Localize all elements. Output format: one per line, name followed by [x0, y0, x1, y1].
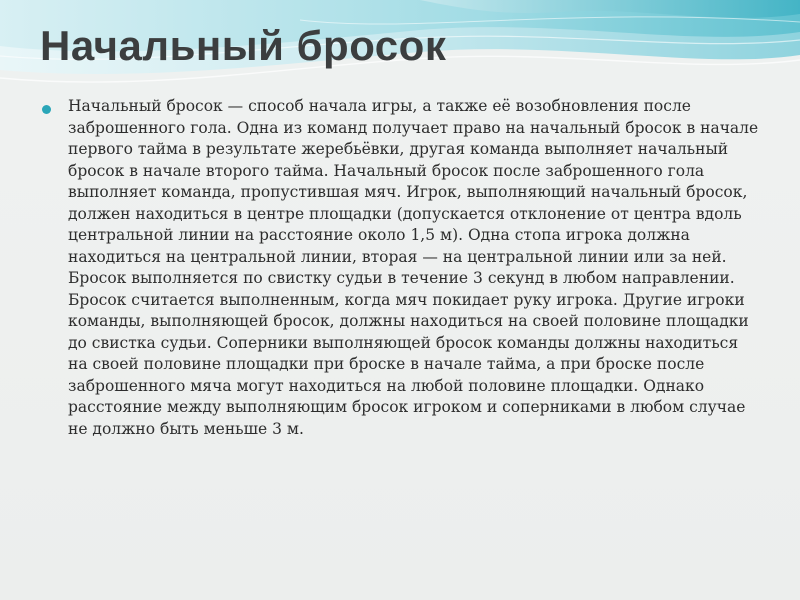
slide-content — [42, 96, 762, 440]
bullet-text: Начальный бросок — способ начала игры, а также её возобновления после заброшенного гола. Одна из команд получает право на начальный бросок в начале первого тайма в результате жеребьёвки, другая команда выполняет начальный бросок в начале второго тайма. Начальный бросок после заброшенного гола выполняет команда, пропустившая мяч. Игрок, выполняющий начальный бросок, должен находиться в центре площадки (допускается отклонение от центра вдоль центральной линии на расстояние около 1,5 м). Одна стопа игрока должна находиться на центральной линии, вторая — на центральной линии или за ней. Бросок выполняется по свистку судьи в течение 3 секунд в любом направлении. Бросок считается выполненным, когда мяч покидает руку игрока. Другие игроки команды, выполняющей бросок, должны находиться на своей половине площадки до свистка судьи. Соперники выполняющей бросок команды должны находиться на своей половине площадки при броске в начале тайма, а при броске после заброшенного мяча могут находиться на любой половине площадки. Однако расстояние между выполняющим бросок игроком и соперниками в любом случае не должно быть меньше 3 м. — [68, 97, 759, 438]
bullet-item — [42, 96, 762, 440]
bullet-dot-icon — [42, 105, 51, 114]
slide-title: Начальный бросок — [40, 22, 447, 69]
